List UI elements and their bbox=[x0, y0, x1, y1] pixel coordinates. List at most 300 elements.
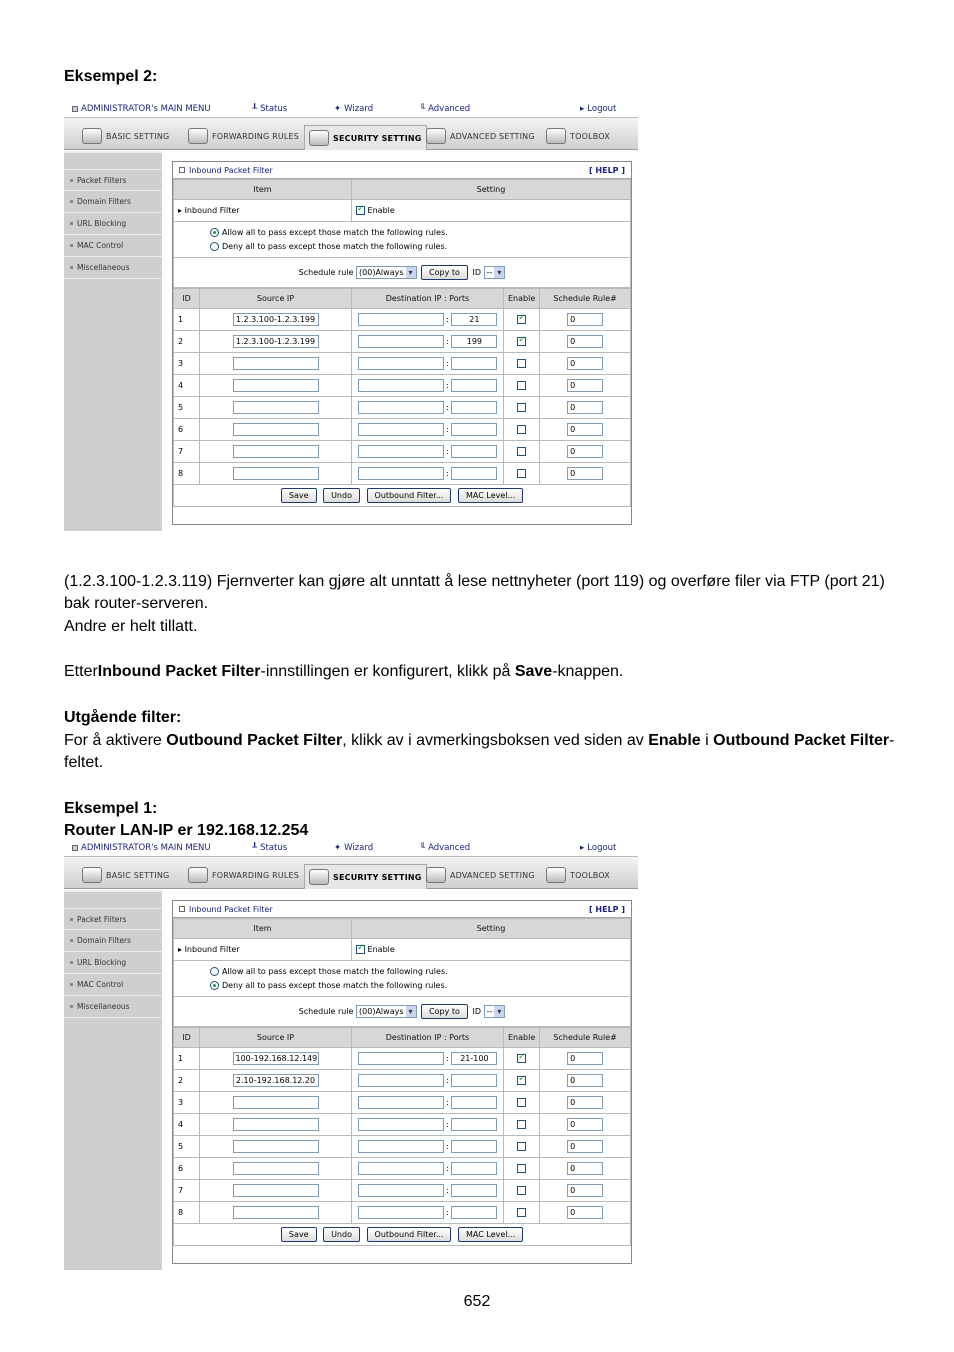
source-ip-cell bbox=[200, 1202, 352, 1224]
tab-toolbox[interactable]: TOOLBOX bbox=[546, 865, 610, 885]
sidebar-item-domain-filters[interactable]: Domain Filters bbox=[64, 191, 162, 213]
destination-cell: : bbox=[352, 1092, 504, 1114]
destination-ip-input[interactable] bbox=[358, 1206, 444, 1219]
rule-enable-checkbox[interactable] bbox=[517, 1142, 526, 1151]
rule-row bbox=[174, 397, 631, 419]
destination-cell: : bbox=[352, 419, 504, 441]
enable-filter-checkbox[interactable] bbox=[356, 945, 365, 954]
schedule-rule-input[interactable]: 0 bbox=[567, 401, 603, 414]
source-ip-cell bbox=[200, 419, 352, 441]
schedule-rule-input[interactable]: 0 bbox=[567, 1184, 603, 1197]
status-icon: ┸ bbox=[252, 104, 258, 114]
save-button[interactable]: Save bbox=[281, 1227, 317, 1242]
rule-enable-checkbox[interactable] bbox=[517, 315, 526, 324]
copy-id-select[interactable]: -- ▾ bbox=[484, 266, 506, 279]
tab-security-setting[interactable]: SECURITY SETTING bbox=[304, 125, 427, 150]
wizard-link[interactable]: ✦ Wizard bbox=[334, 104, 374, 114]
inbound-filter-label: ▸ Inbound Filter bbox=[174, 939, 352, 961]
destination-ip-input[interactable] bbox=[358, 401, 444, 414]
rule-enable-checkbox[interactable] bbox=[517, 1208, 526, 1217]
schedule-rule-input[interactable]: 0 bbox=[567, 467, 603, 480]
allow-radio[interactable] bbox=[210, 967, 219, 976]
source-ip-input[interactable] bbox=[233, 1140, 319, 1153]
destination-port-input[interactable] bbox=[451, 379, 497, 392]
source-ip-input[interactable] bbox=[233, 445, 319, 458]
admin-main-menu-link[interactable]: ADMINISTRATOR's MAIN MENU bbox=[72, 843, 211, 853]
schedule-rule-select[interactable]: (00)Always ▾ bbox=[356, 1005, 416, 1018]
undo-button[interactable]: Undo bbox=[323, 488, 360, 503]
help-link[interactable]: [ HELP ] bbox=[588, 165, 625, 175]
source-ip-input[interactable] bbox=[233, 379, 319, 392]
bullet-icon bbox=[70, 961, 73, 964]
paragraph-remote-hosts: (1.2.3.100-1.2.3.119) Fjernverter kan gjøre alt unntatt å lese nettnyheter (port 119) og overføre filer via FTP (port 21) bak router-serveren. bbox=[64, 573, 885, 612]
advanced-link[interactable]: ╙ Advanced bbox=[420, 843, 471, 853]
action-buttons bbox=[174, 1224, 631, 1246]
rule-id: 7 bbox=[174, 1180, 200, 1202]
rule-id: 8 bbox=[174, 1202, 200, 1224]
destination-ip-input[interactable] bbox=[358, 467, 444, 480]
source-ip-input[interactable]: 1.2.3.100-1.2.3.199 bbox=[233, 313, 319, 326]
basic-setting-icon bbox=[82, 867, 102, 883]
deny-option[interactable]: Deny all to pass except those match the following rules. bbox=[210, 979, 626, 993]
sidebar bbox=[64, 890, 162, 1270]
status-icon: ┸ bbox=[252, 843, 258, 853]
rule-row bbox=[174, 353, 631, 375]
rule-row bbox=[174, 1180, 631, 1202]
th-schedule-rule: Schedule Rule# bbox=[540, 1028, 631, 1048]
destination-port-input[interactable] bbox=[451, 357, 497, 370]
rule-enable-checkbox[interactable] bbox=[517, 425, 526, 434]
schedule-row: Schedule rule (00)Always ▾ Copy to ID -- ▾ bbox=[174, 258, 631, 288]
rule-id: 6 bbox=[174, 1158, 200, 1180]
th-id: ID bbox=[174, 1028, 200, 1048]
sidebar-item-mac-control[interactable]: MAC Control bbox=[64, 974, 162, 996]
destination-ip-input[interactable] bbox=[358, 379, 444, 392]
heading-example-2: Eksempel 2: bbox=[64, 68, 158, 85]
wizard-icon: ✦ bbox=[334, 843, 342, 853]
enable-cell bbox=[504, 441, 540, 463]
destination-ip-input[interactable] bbox=[358, 423, 444, 436]
enable-cell bbox=[504, 1136, 540, 1158]
col-item-header: Item bbox=[174, 180, 352, 200]
schedule-cell bbox=[540, 1048, 631, 1070]
tab-basic-setting[interactable]: BASIC SETTING bbox=[82, 126, 169, 146]
toolbox-icon bbox=[546, 867, 566, 883]
destination-port-input[interactable]: 21-100 bbox=[451, 1052, 497, 1065]
sidebar-item-mac-control[interactable]: MAC Control bbox=[64, 235, 162, 257]
col-setting-header: Setting bbox=[352, 180, 631, 200]
heading-outbound-filter: Utgående filter: bbox=[64, 709, 182, 726]
destination-ip-input[interactable] bbox=[358, 1140, 444, 1153]
schedule-rule-select[interactable]: (00)Always ▾ bbox=[356, 266, 416, 279]
sidebar-item-miscellaneous[interactable]: Miscellaneous bbox=[64, 257, 162, 279]
advanced-link[interactable]: ╙ Advanced bbox=[420, 104, 471, 114]
panel-header bbox=[173, 901, 631, 918]
sidebar-item-domain-filters[interactable]: Domain Filters bbox=[64, 930, 162, 952]
source-ip-input[interactable] bbox=[233, 1206, 319, 1219]
destination-cell: : bbox=[352, 1202, 504, 1224]
logout-link[interactable]: ▸ Logout bbox=[580, 843, 617, 853]
enable-cell bbox=[504, 419, 540, 441]
outbound-filter-button[interactable]: Outbound Filter... bbox=[367, 488, 452, 503]
bullet-icon bbox=[70, 918, 73, 921]
enable-cell bbox=[504, 463, 540, 485]
page-number: 652 bbox=[463, 1293, 491, 1310]
toolbox-icon bbox=[546, 128, 566, 144]
destination-ip-input[interactable] bbox=[358, 445, 444, 458]
sidebar-item-miscellaneous[interactable]: Miscellaneous bbox=[64, 996, 162, 1018]
admin-main-menu-link[interactable]: ADMINISTRATOR's MAIN MENU bbox=[72, 104, 211, 114]
destination-cell: : bbox=[352, 1180, 504, 1202]
destination-port-input[interactable]: 21 bbox=[451, 313, 497, 326]
destination-ip-input[interactable] bbox=[358, 1184, 444, 1197]
rule-id: 2 bbox=[174, 1070, 200, 1092]
th-id: ID bbox=[174, 289, 200, 309]
deny-option[interactable]: Deny all to pass except those match the following rules. bbox=[210, 240, 626, 254]
inbound-filter-panel bbox=[172, 900, 632, 1264]
enable-cell bbox=[504, 1180, 540, 1202]
panel-header bbox=[173, 162, 631, 179]
rule-enable-checkbox[interactable] bbox=[517, 1054, 526, 1063]
enable-cell bbox=[504, 1092, 540, 1114]
status-link[interactable]: ┸ Status bbox=[252, 843, 288, 853]
enable-filter-checkbox[interactable] bbox=[356, 206, 365, 215]
source-ip-input[interactable] bbox=[233, 423, 319, 436]
paragraph-others-allowed: Andre er helt tillatt. bbox=[64, 618, 198, 635]
schedule-rule-input[interactable]: 0 bbox=[567, 1052, 603, 1065]
th-destination: Destination IP : Ports bbox=[352, 1028, 504, 1048]
enable-cell bbox=[504, 1158, 540, 1180]
rule-row bbox=[174, 1070, 631, 1092]
source-ip-input[interactable] bbox=[233, 357, 319, 370]
allow-option[interactable]: Allow all to pass except those match the following rules. bbox=[210, 965, 626, 979]
rule-id: 8 bbox=[174, 463, 200, 485]
schedule-cell bbox=[540, 1092, 631, 1114]
rule-enable-checkbox[interactable] bbox=[517, 1076, 526, 1085]
wizard-icon: ✦ bbox=[334, 104, 342, 114]
rule-mode-options bbox=[174, 222, 631, 258]
destination-ip-input[interactable] bbox=[358, 1118, 444, 1131]
bullet-icon bbox=[70, 983, 73, 986]
undo-button[interactable]: Undo bbox=[323, 1227, 360, 1242]
rule-row bbox=[174, 463, 631, 485]
copy-to-button[interactable]: Copy to bbox=[421, 1004, 468, 1019]
security-icon bbox=[309, 130, 329, 146]
inbound-filter-setting: ✓ Enable bbox=[352, 939, 631, 961]
top-menu-bar bbox=[64, 842, 638, 855]
basic-setting-icon bbox=[82, 128, 102, 144]
destination-cell: : bbox=[352, 375, 504, 397]
destination-cell: : bbox=[352, 441, 504, 463]
sidebar-item-url-blocking[interactable]: URL Blocking bbox=[64, 213, 162, 235]
rule-row bbox=[174, 1136, 631, 1158]
bullet-icon bbox=[70, 222, 73, 225]
mac-level-button[interactable]: MAC Level... bbox=[458, 488, 523, 503]
destination-port-input[interactable] bbox=[451, 445, 497, 458]
top-menu-bar bbox=[64, 103, 638, 116]
schedule-cell bbox=[540, 397, 631, 419]
schedule-cell bbox=[540, 353, 631, 375]
rule-id: 3 bbox=[174, 353, 200, 375]
rule-row bbox=[174, 419, 631, 441]
bullet-icon bbox=[70, 179, 73, 182]
deny-radio[interactable] bbox=[210, 981, 219, 990]
bullet-icon bbox=[70, 266, 73, 269]
rule-id: 3 bbox=[174, 1092, 200, 1114]
source-ip-input[interactable] bbox=[233, 401, 319, 414]
bullet-icon bbox=[70, 200, 73, 203]
schedule-rule-input[interactable]: 0 bbox=[567, 379, 603, 392]
schedule-rule-input[interactable]: 0 bbox=[567, 1140, 603, 1153]
destination-cell: : bbox=[352, 463, 504, 485]
schedule-rule-input[interactable]: 0 bbox=[567, 1162, 603, 1175]
enable-cell bbox=[504, 375, 540, 397]
th-source-ip: Source IP bbox=[200, 289, 352, 309]
source-ip-input[interactable]: 1.2.3.100-1.2.3.199 bbox=[233, 335, 319, 348]
destination-ip-input[interactable] bbox=[358, 335, 444, 348]
rule-enable-checkbox[interactable] bbox=[517, 1120, 526, 1129]
logout-link[interactable]: ▸ Logout bbox=[580, 104, 617, 114]
th-enable: Enable bbox=[504, 289, 540, 309]
source-ip-cell bbox=[200, 375, 352, 397]
forwarding-icon bbox=[188, 128, 208, 144]
schedule-cell bbox=[540, 419, 631, 441]
rule-id: 5 bbox=[174, 1136, 200, 1158]
rule-id: 2 bbox=[174, 331, 200, 353]
rule-enable-checkbox[interactable] bbox=[517, 381, 526, 390]
help-link[interactable]: [ HELP ] bbox=[588, 904, 625, 914]
destination-cell: : bbox=[352, 397, 504, 419]
tab-security-setting[interactable]: SECURITY SETTING bbox=[304, 864, 427, 889]
schedule-cell bbox=[540, 1202, 631, 1224]
menu-square-icon bbox=[72, 845, 78, 851]
destination-cell: : 21-100 bbox=[352, 1048, 504, 1070]
destination-cell: : 199 bbox=[352, 331, 504, 353]
destination-port-input[interactable] bbox=[451, 1096, 497, 1109]
rule-id: 4 bbox=[174, 375, 200, 397]
allow-radio[interactable] bbox=[210, 228, 219, 237]
rule-row bbox=[174, 375, 631, 397]
source-ip-cell bbox=[200, 1158, 352, 1180]
inbound-filter-panel bbox=[172, 161, 632, 525]
schedule-cell bbox=[540, 463, 631, 485]
destination-port-input[interactable] bbox=[451, 1206, 497, 1219]
main-nav-bar bbox=[64, 856, 638, 889]
destination-cell: : bbox=[352, 1070, 504, 1092]
source-ip-cell bbox=[200, 1114, 352, 1136]
th-schedule-rule: Schedule Rule# bbox=[540, 289, 631, 309]
schedule-rule-input[interactable]: 0 bbox=[567, 1096, 603, 1109]
rule-enable-checkbox[interactable] bbox=[517, 337, 526, 346]
destination-ip-input[interactable] bbox=[358, 1162, 444, 1175]
sidebar-item-packet-filters[interactable]: Packet Filters bbox=[64, 908, 162, 930]
source-ip-input[interactable] bbox=[233, 1184, 319, 1197]
inbound-filter-label: ▸ Inbound Filter bbox=[174, 200, 352, 222]
rule-mode-options bbox=[174, 961, 631, 997]
source-ip-cell bbox=[200, 331, 352, 353]
destination-port-input[interactable] bbox=[451, 401, 497, 414]
deny-radio[interactable] bbox=[210, 242, 219, 251]
destination-port-input[interactable] bbox=[451, 1162, 497, 1175]
panel-title: Inbound Packet Filter bbox=[189, 904, 273, 914]
source-ip-cell bbox=[200, 1180, 352, 1202]
rule-row bbox=[174, 1092, 631, 1114]
enable-cell bbox=[504, 353, 540, 375]
rule-enable-checkbox[interactable] bbox=[517, 469, 526, 478]
destination-ip-input[interactable] bbox=[358, 357, 444, 370]
enable-cell bbox=[504, 331, 540, 353]
rule-row bbox=[174, 1202, 631, 1224]
panel-square-icon bbox=[179, 167, 185, 173]
destination-port-input[interactable] bbox=[451, 1184, 497, 1197]
schedule-rule-input[interactable]: 0 bbox=[567, 423, 603, 436]
schedule-cell bbox=[540, 1180, 631, 1202]
schedule-rule-input[interactable]: 0 bbox=[567, 1118, 603, 1131]
arrow-right-icon: ▸ bbox=[580, 843, 585, 853]
source-ip-cell bbox=[200, 463, 352, 485]
source-ip-cell bbox=[200, 353, 352, 375]
enable-cell bbox=[504, 1048, 540, 1070]
schedule-cell bbox=[540, 1136, 631, 1158]
rule-row bbox=[174, 1048, 631, 1070]
enable-cell bbox=[504, 397, 540, 419]
rule-enable-checkbox[interactable] bbox=[517, 1164, 526, 1173]
destination-ip-input[interactable] bbox=[358, 1074, 444, 1087]
settings-table bbox=[173, 918, 631, 1027]
copy-id-select[interactable]: -- ▾ bbox=[484, 1005, 506, 1018]
tab-advanced-setting[interactable]: ADVANCED SETTING bbox=[426, 865, 535, 885]
source-ip-input[interactable]: 2.10-192.168.12.20 bbox=[233, 1074, 319, 1087]
tab-advanced-setting[interactable]: ADVANCED SETTING bbox=[426, 126, 535, 146]
schedule-cell bbox=[540, 1114, 631, 1136]
source-ip-input[interactable] bbox=[233, 467, 319, 480]
destination-port-input[interactable] bbox=[451, 467, 497, 480]
col-setting-header: Setting bbox=[352, 919, 631, 939]
inbound-filter-setting: ✓ Enable bbox=[352, 200, 631, 222]
arrow-right-icon: ▸ bbox=[580, 104, 585, 114]
sidebar-item-packet-filters[interactable]: Packet Filters bbox=[64, 169, 162, 191]
router-screenshot-2 bbox=[64, 842, 638, 1270]
destination-port-input[interactable]: 199 bbox=[451, 335, 497, 348]
rule-id: 6 bbox=[174, 419, 200, 441]
panel-title: Inbound Packet Filter bbox=[189, 165, 273, 175]
source-ip-cell bbox=[200, 397, 352, 419]
destination-port-input[interactable] bbox=[451, 1118, 497, 1131]
schedule-cell bbox=[540, 309, 631, 331]
schedule-rule-input[interactable]: 0 bbox=[567, 335, 603, 348]
sidebar-item-url-blocking[interactable]: URL Blocking bbox=[64, 952, 162, 974]
rule-enable-checkbox[interactable] bbox=[517, 1098, 526, 1107]
destination-port-input[interactable] bbox=[451, 1140, 497, 1153]
outbound-filter-button[interactable]: Outbound Filter... bbox=[367, 1227, 452, 1242]
source-ip-input[interactable] bbox=[233, 1118, 319, 1131]
rules-table bbox=[173, 1027, 631, 1246]
source-ip-input[interactable]: 100-192.168.12.149 bbox=[233, 1052, 319, 1065]
tab-toolbox[interactable]: TOOLBOX bbox=[546, 126, 610, 146]
destination-cell: : 21 bbox=[352, 309, 504, 331]
source-ip-cell bbox=[200, 1136, 352, 1158]
bullet-icon bbox=[70, 1005, 73, 1008]
source-ip-input[interactable] bbox=[233, 1096, 319, 1109]
destination-ip-input[interactable] bbox=[358, 313, 444, 326]
destination-ip-input[interactable] bbox=[358, 1052, 444, 1065]
tab-basic-setting[interactable]: BASIC SETTING bbox=[82, 865, 169, 885]
rule-row bbox=[174, 331, 631, 353]
enable-cell bbox=[504, 1202, 540, 1224]
enable-cell bbox=[504, 309, 540, 331]
rules-table bbox=[173, 288, 631, 507]
destination-cell: : bbox=[352, 1158, 504, 1180]
schedule-rule-input[interactable]: 0 bbox=[567, 357, 603, 370]
router-screenshot-1 bbox=[64, 103, 638, 531]
schedule-rule-input[interactable]: 0 bbox=[567, 1206, 603, 1219]
forwarding-icon bbox=[188, 867, 208, 883]
paragraph-outbound-instruction: For å aktivere Outbound Packet Filter, klikk av i avmerkingsboksen ved siden av Enable i Outbound Packet Filter-feltet. bbox=[64, 732, 895, 771]
save-button[interactable]: Save bbox=[281, 488, 317, 503]
allow-option[interactable]: Allow all to pass except those match the following rules. bbox=[210, 226, 626, 240]
panel-square-icon bbox=[179, 906, 185, 912]
destination-cell: : bbox=[352, 1136, 504, 1158]
source-ip-input[interactable] bbox=[233, 1162, 319, 1175]
heading-example-1: Eksempel 1: bbox=[64, 800, 158, 817]
enable-cell bbox=[504, 1114, 540, 1136]
status-link[interactable]: ┸ Status bbox=[252, 104, 288, 114]
rule-enable-checkbox[interactable] bbox=[517, 447, 526, 456]
schedule-cell bbox=[540, 331, 631, 353]
action-buttons bbox=[174, 485, 631, 507]
destination-cell: : bbox=[352, 353, 504, 375]
schedule-cell bbox=[540, 441, 631, 463]
destination-port-input[interactable] bbox=[451, 423, 497, 436]
wizard-link[interactable]: ✦ Wizard bbox=[334, 843, 374, 853]
advanced-setting-icon bbox=[426, 867, 446, 883]
rule-id: 5 bbox=[174, 397, 200, 419]
rule-row bbox=[174, 441, 631, 463]
schedule-rule-input[interactable]: 0 bbox=[567, 313, 603, 326]
destination-port-input[interactable] bbox=[451, 1074, 497, 1087]
rule-row bbox=[174, 1114, 631, 1136]
destination-ip-input[interactable] bbox=[358, 1096, 444, 1109]
source-ip-cell bbox=[200, 1092, 352, 1114]
rule-id: 7 bbox=[174, 441, 200, 463]
schedule-cell bbox=[540, 375, 631, 397]
advanced-icon: ╙ bbox=[420, 104, 426, 114]
tab-forwarding-rules[interactable]: FORWARDING RULES bbox=[188, 126, 299, 146]
source-ip-cell bbox=[200, 1048, 352, 1070]
copy-to-button[interactable]: Copy to bbox=[421, 265, 468, 280]
schedule-cell bbox=[540, 1070, 631, 1092]
heading-router-lan-ip: Router LAN-IP er 192.168.12.254 bbox=[64, 822, 309, 839]
menu-square-icon bbox=[72, 106, 78, 112]
advanced-icon: ╙ bbox=[420, 843, 426, 853]
schedule-cell bbox=[540, 1158, 631, 1180]
th-source-ip: Source IP bbox=[200, 1028, 352, 1048]
rule-row bbox=[174, 309, 631, 331]
schedule-rule-input[interactable]: 0 bbox=[567, 445, 603, 458]
mac-level-button[interactable]: MAC Level... bbox=[458, 1227, 523, 1242]
schedule-rule-input[interactable]: 0 bbox=[567, 1074, 603, 1087]
rule-enable-checkbox[interactable] bbox=[517, 403, 526, 412]
rule-enable-checkbox[interactable] bbox=[517, 359, 526, 368]
rule-enable-checkbox[interactable] bbox=[517, 1186, 526, 1195]
source-ip-cell bbox=[200, 309, 352, 331]
security-icon bbox=[309, 869, 329, 885]
paragraph-save-instruction: EtterInbound Packet Filter-innstillingen er konfigurert, klikk på Save-knappen. bbox=[64, 663, 624, 680]
tab-forwarding-rules[interactable]: FORWARDING RULES bbox=[188, 865, 299, 885]
th-destination: Destination IP : Ports bbox=[352, 289, 504, 309]
destination-cell: : bbox=[352, 1114, 504, 1136]
rule-row bbox=[174, 1158, 631, 1180]
